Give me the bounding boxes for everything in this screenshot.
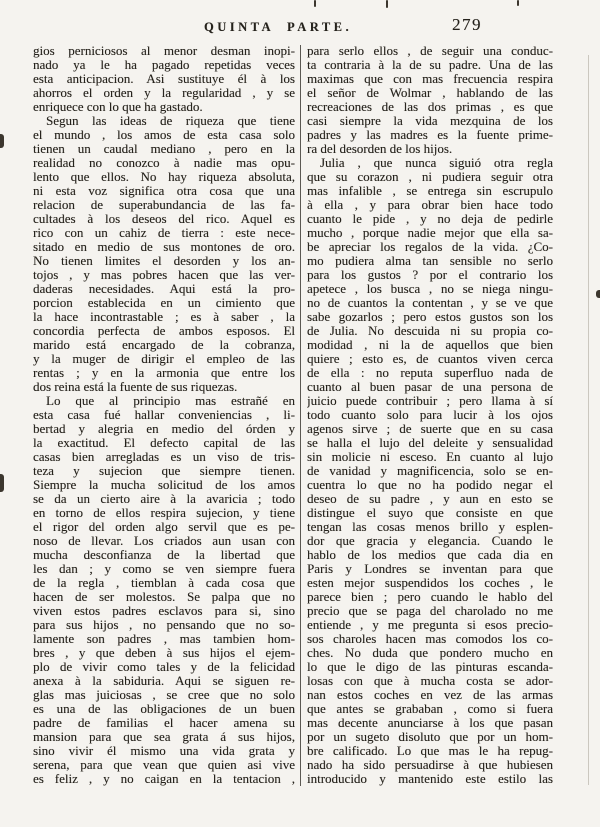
running-title: QUINTA PARTE. [204,20,353,34]
text-line: esta casa fué hallar conveniencias , li- [33,408,295,422]
page-number: 279 [452,15,482,34]
text-line: para serlo ellos , de seguir una conduc- [307,44,553,58]
text-block [33,44,553,786]
text-line: ahorros el orden y la regularidad , y se [33,86,295,100]
text-line: Paris y Londres se inventan para que [307,562,553,576]
text-line: concordia perfecta de ambos esposos. El [33,324,295,338]
text-line: tienen un caudal mediano , pero en la [33,142,295,156]
scan-artifact [0,474,4,492]
text-line: casi siempre la vida mezquina de los [307,114,553,128]
text-line: realidad no conozco à nadie mas opu- [33,156,295,170]
text-line: tojos , y mas pobres hacen que las ver- [33,268,295,282]
right-column [307,44,553,786]
text-line: à ella , y para obrar bien hace todo [307,198,553,212]
scan-artifact [314,0,316,7]
text-line: glas mas juiciosas , se cree que no solo [33,688,295,702]
text-line: ta contraria à la de su padre. Una de las [307,58,553,72]
text-line: entiende , y me pregunta si esos precio- [307,618,553,632]
text-line: se da un cierto aire à la avaricia ; todo [33,492,295,506]
text-line: viven estos padres esclavos para si, sino [33,604,295,618]
text-line: serena, para que vean que quien asi vive [33,758,295,772]
text-line: la hace incontrastable ; es à saber , la [33,310,295,324]
text-line: padre de familias el hacer amena su [33,716,295,730]
text-line: ra del desorden de los hijos. [307,142,453,156]
text-line: No tienen limites el desorden y los an- [33,254,295,268]
text-line: de ella : no reputa superfluo nada de [307,366,553,380]
text-line: nan estos coches en vez de las armas [307,688,553,702]
text-line: sos charoles hacen mas comodos los co- [307,632,553,646]
text-line: cuanto le pide , y no deja de pedirle [307,212,553,226]
text-line: dor que gracia y elegancia. Cuando le [307,534,553,548]
text-line: mansion para que sea grata á sus hijos, [33,730,295,744]
text-line: mucho , porque nadie mejor que ella sa- [307,226,553,240]
text-line: porcion establecida en un cimiento que [33,296,295,310]
text-line: introducido y mantenido este estilo las [307,772,553,786]
text-line: maximas que con mas frecuencia respira [307,72,553,86]
text-line: losas con que à mucha costa se ador- [307,674,553,688]
text-line: esten mejor suspendidos los coches , le [307,576,553,590]
text-line: les dan ; y como se ven siempre fuera [33,562,295,576]
text-line: Lo que al principio mas estrañé en [46,394,295,408]
text-line: marido está encargado de la cobranza, [33,338,295,352]
text-line: y la muger de dirigir el empleo de las [33,352,295,366]
text-line: es una de las obligaciones de un buen [33,702,295,716]
text-line: quiere ; esto es, de cuantos viven cerca [307,352,553,366]
text-line: noso de llevar. Los criados aun usan con [33,534,295,548]
text-line: mas infalible , se entrega sin escrupulo [307,184,553,198]
text-line: no de cuantos la contentan , y se ve que [307,296,553,310]
text-line: nado ya le ha pagado repetidas veces [33,58,295,72]
text-line: enriquece con lo que ha gastado. [33,100,203,114]
text-line: cuanto al buen pasar de una persona de [307,380,553,394]
text-line: be apreciar los regalos de la vida. ¿Co- [307,240,553,254]
text-line: rentas ; y en la armonia que entre los [33,366,295,380]
text-line: es feliz , y no caigan en la tentacion , [33,772,295,786]
text-line: de Julia. No descuida ni su propia co- [307,324,553,338]
text-line: distingue el suyo que consiste en que [307,506,553,520]
text-line: el mundo , los amos de esta casa solo [33,128,295,142]
text-line: bertad y alegria en medio del órden y [33,422,295,436]
text-line: lento que ellos. No hay riqueza absoluta, [33,170,295,184]
left-column [33,44,295,786]
text-line: gios perniciosos al menor desman inopi- [33,44,295,58]
text-line: por un sugeto disoluto que por un hom- [307,730,553,744]
text-line: recreaciones de las dos primas , es que [307,100,553,114]
text-line: lamente son padres , mas tambien hom- [33,632,295,646]
text-line: sino vivir él mismo una vida grata y [33,744,295,758]
text-line: mo pudiera alma tan sensible no serlo [307,254,553,268]
text-line: esta anticipacion. Asi sustituye él à los [33,72,295,86]
text-line: dos reina está la fuente de sus riquezas. [33,380,238,394]
text-line: modidad , ni la de aquellos que bien [307,338,553,352]
text-line: Julia , que nunca siguió otra regla [320,156,553,170]
text-line: plo de vivir como tales y de la felicidad [33,660,295,674]
text-line: todo cuanto solo para lucir à los ojos [307,408,553,422]
text-line: ches. No duda que pondero mucho en [307,646,553,660]
text-line: nado ha sido persuadirse à que hubiesen [307,758,553,772]
text-line: sitado en medio de sus montones de oro. [33,240,295,254]
text-line: que antes se grababan , como si fuera [307,702,553,716]
text-line: tengan las cosas menos brillo y esplen- [307,520,553,534]
text-line: hacen de ser molestos. Se palpa que no [33,590,295,604]
text-line: cultades à los deseos del rico. Aquel es [33,212,295,226]
column-divider [300,45,301,786]
text-line: deseo de su padre , y aun en esto se [307,492,553,506]
text-line: precio que se paga del charolado no me [307,604,553,618]
text-line: agenos sirve ; de suerte que en su casa [307,422,553,436]
text-line: se halla el lujo del deleite y sensualidad [307,436,553,450]
text-line: de la regla , tiemblan à cada cosa que [33,576,295,590]
text-line: daderas necesidades. Aqui está la pro- [33,282,295,296]
text-line: sabe gozarlos ; pero estos gustos son los [307,310,553,324]
text-line: para sus hijos , no pensando que no so- [33,618,295,632]
text-line: relacion de superabundancia de las fa- [33,198,295,212]
text-line: juicio puede contribuir ; pero llama à sí [307,394,553,408]
text-line: Segun las ideas de riqueza que tiene [46,114,295,128]
text-line: mucha desconfianza de la libertad que [33,548,295,562]
text-line: lo que le digo de las pinturas escanda- [307,660,553,674]
scan-artifact [386,0,388,8]
text-line: de vanidad y magnificencia, solo se en- [307,464,553,478]
text-line: el señor de Wolmar , hablando de las [307,86,553,100]
scan-artifact [596,290,600,298]
text-line: en torno de ellos respira sujecion, y tiene [33,506,295,520]
text-line: que su corazon , ni pudiera seguir otra [307,170,553,184]
text-line: sin molicie ni esceso. En cuanto al lujo [307,450,553,464]
text-line: Siempre la mucha solicitud de los amos [33,478,295,492]
scan-artifact [0,134,4,148]
text-line: rico con un cahiz de tierra : este nece- [33,226,295,240]
page-edge-shadow [588,55,589,785]
text-line: parece bien ; pero cuando le hablo del [307,590,553,604]
text-line: anexa à la sabiduria. Aqui se siguen re- [33,674,295,688]
text-line: la exactitud. El defecto capital de las [33,436,295,450]
text-line: mas decente anunciarse à los que pasan [307,716,553,730]
text-line: apetece , los busca , no se niega ningu- [307,282,553,296]
text-line: ni esta voz significa otra cosa que una [33,184,295,198]
text-line: bres , y que deben à sus hijos el ejem- [33,646,295,660]
text-line: para los gustos ? por el contrario los [307,268,553,282]
text-line: bre calificado. Lo que mas le ha repug- [307,744,553,758]
scan-artifact [517,0,519,6]
text-line: cuentra lo que no ha podido negar el [307,478,553,492]
text-line: teza y sujecion que siempre tienen. [33,464,295,478]
text-line: casas bien arregladas es un viso de tris- [33,450,295,464]
text-line: padres y las madres es la fuente prime- [307,128,553,142]
text-line: hablo de los medios que cada dia en [307,548,553,562]
text-line: el rigor del orden algo servil que es pe- [33,520,295,534]
